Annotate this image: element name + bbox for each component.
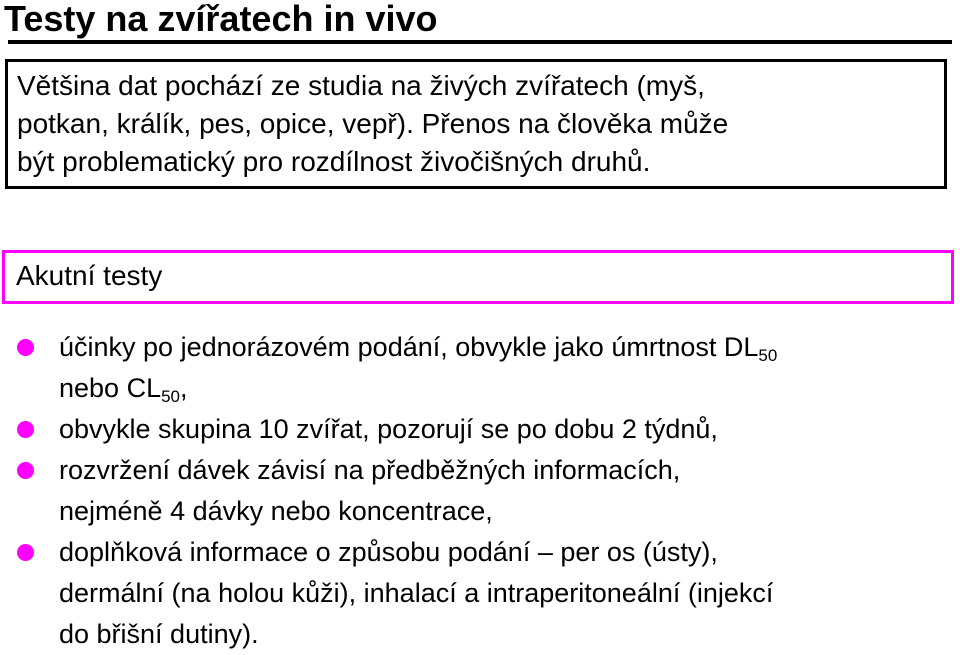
intro-line-1: Většina dat pochází ze studia na živých zvířatech (myš, <box>17 70 705 101</box>
bullet-item-group-size <box>0 409 960 450</box>
bullet-text: rozvržení dávek závisí na předběžných informacích, <box>59 455 681 485</box>
intro-line-2: potkan, králík, pes, opice, vepř). Přenos na člověka může <box>17 108 729 139</box>
bullet-text: nejméně 4 dávky nebo koncentrace, <box>59 496 493 526</box>
bullet-text: dermální (na holou kůži), inhalací a intraperitoneální (injekcí <box>59 578 774 608</box>
bullet-text: účinky po jednorázovém podání, obvykle jako úmrtnost DL <box>59 332 759 362</box>
section-header-box <box>2 250 954 304</box>
intro-line-3: být problematický pro rozdílnost živočišných druhů. <box>17 146 651 177</box>
bullet-dot-icon <box>17 339 34 356</box>
bullet-dot-icon <box>17 462 34 479</box>
bullet-dot-icon <box>17 421 34 438</box>
bullet-line <box>59 327 960 368</box>
subscript: 50 <box>758 346 778 365</box>
bullet-text: , <box>180 373 188 403</box>
bullet-text: obvykle skupina 10 zvířat, pozorují se po dobu 2 týdnů, <box>59 414 718 444</box>
bullet-list <box>0 327 960 655</box>
section-title: Akutní testy <box>16 260 163 291</box>
bullet-line <box>59 368 960 409</box>
bullet-text: doplňková informace o způsobu podání – per os (ústy), <box>59 537 718 567</box>
bullet-item-administration-route <box>0 532 960 655</box>
bullet-item-dose-layout <box>0 450 960 532</box>
bullet-item-single-dose <box>0 327 960 409</box>
subscript: 50 <box>161 387 181 406</box>
bullet-text: nebo CL <box>59 373 162 403</box>
slide-title: Testy na zvířatech in vivo <box>4 0 438 39</box>
bullet-dot-icon <box>17 544 34 561</box>
intro-box <box>5 59 947 189</box>
title-divider <box>8 40 952 44</box>
bullet-text: do břišní dutiny). <box>59 619 259 649</box>
